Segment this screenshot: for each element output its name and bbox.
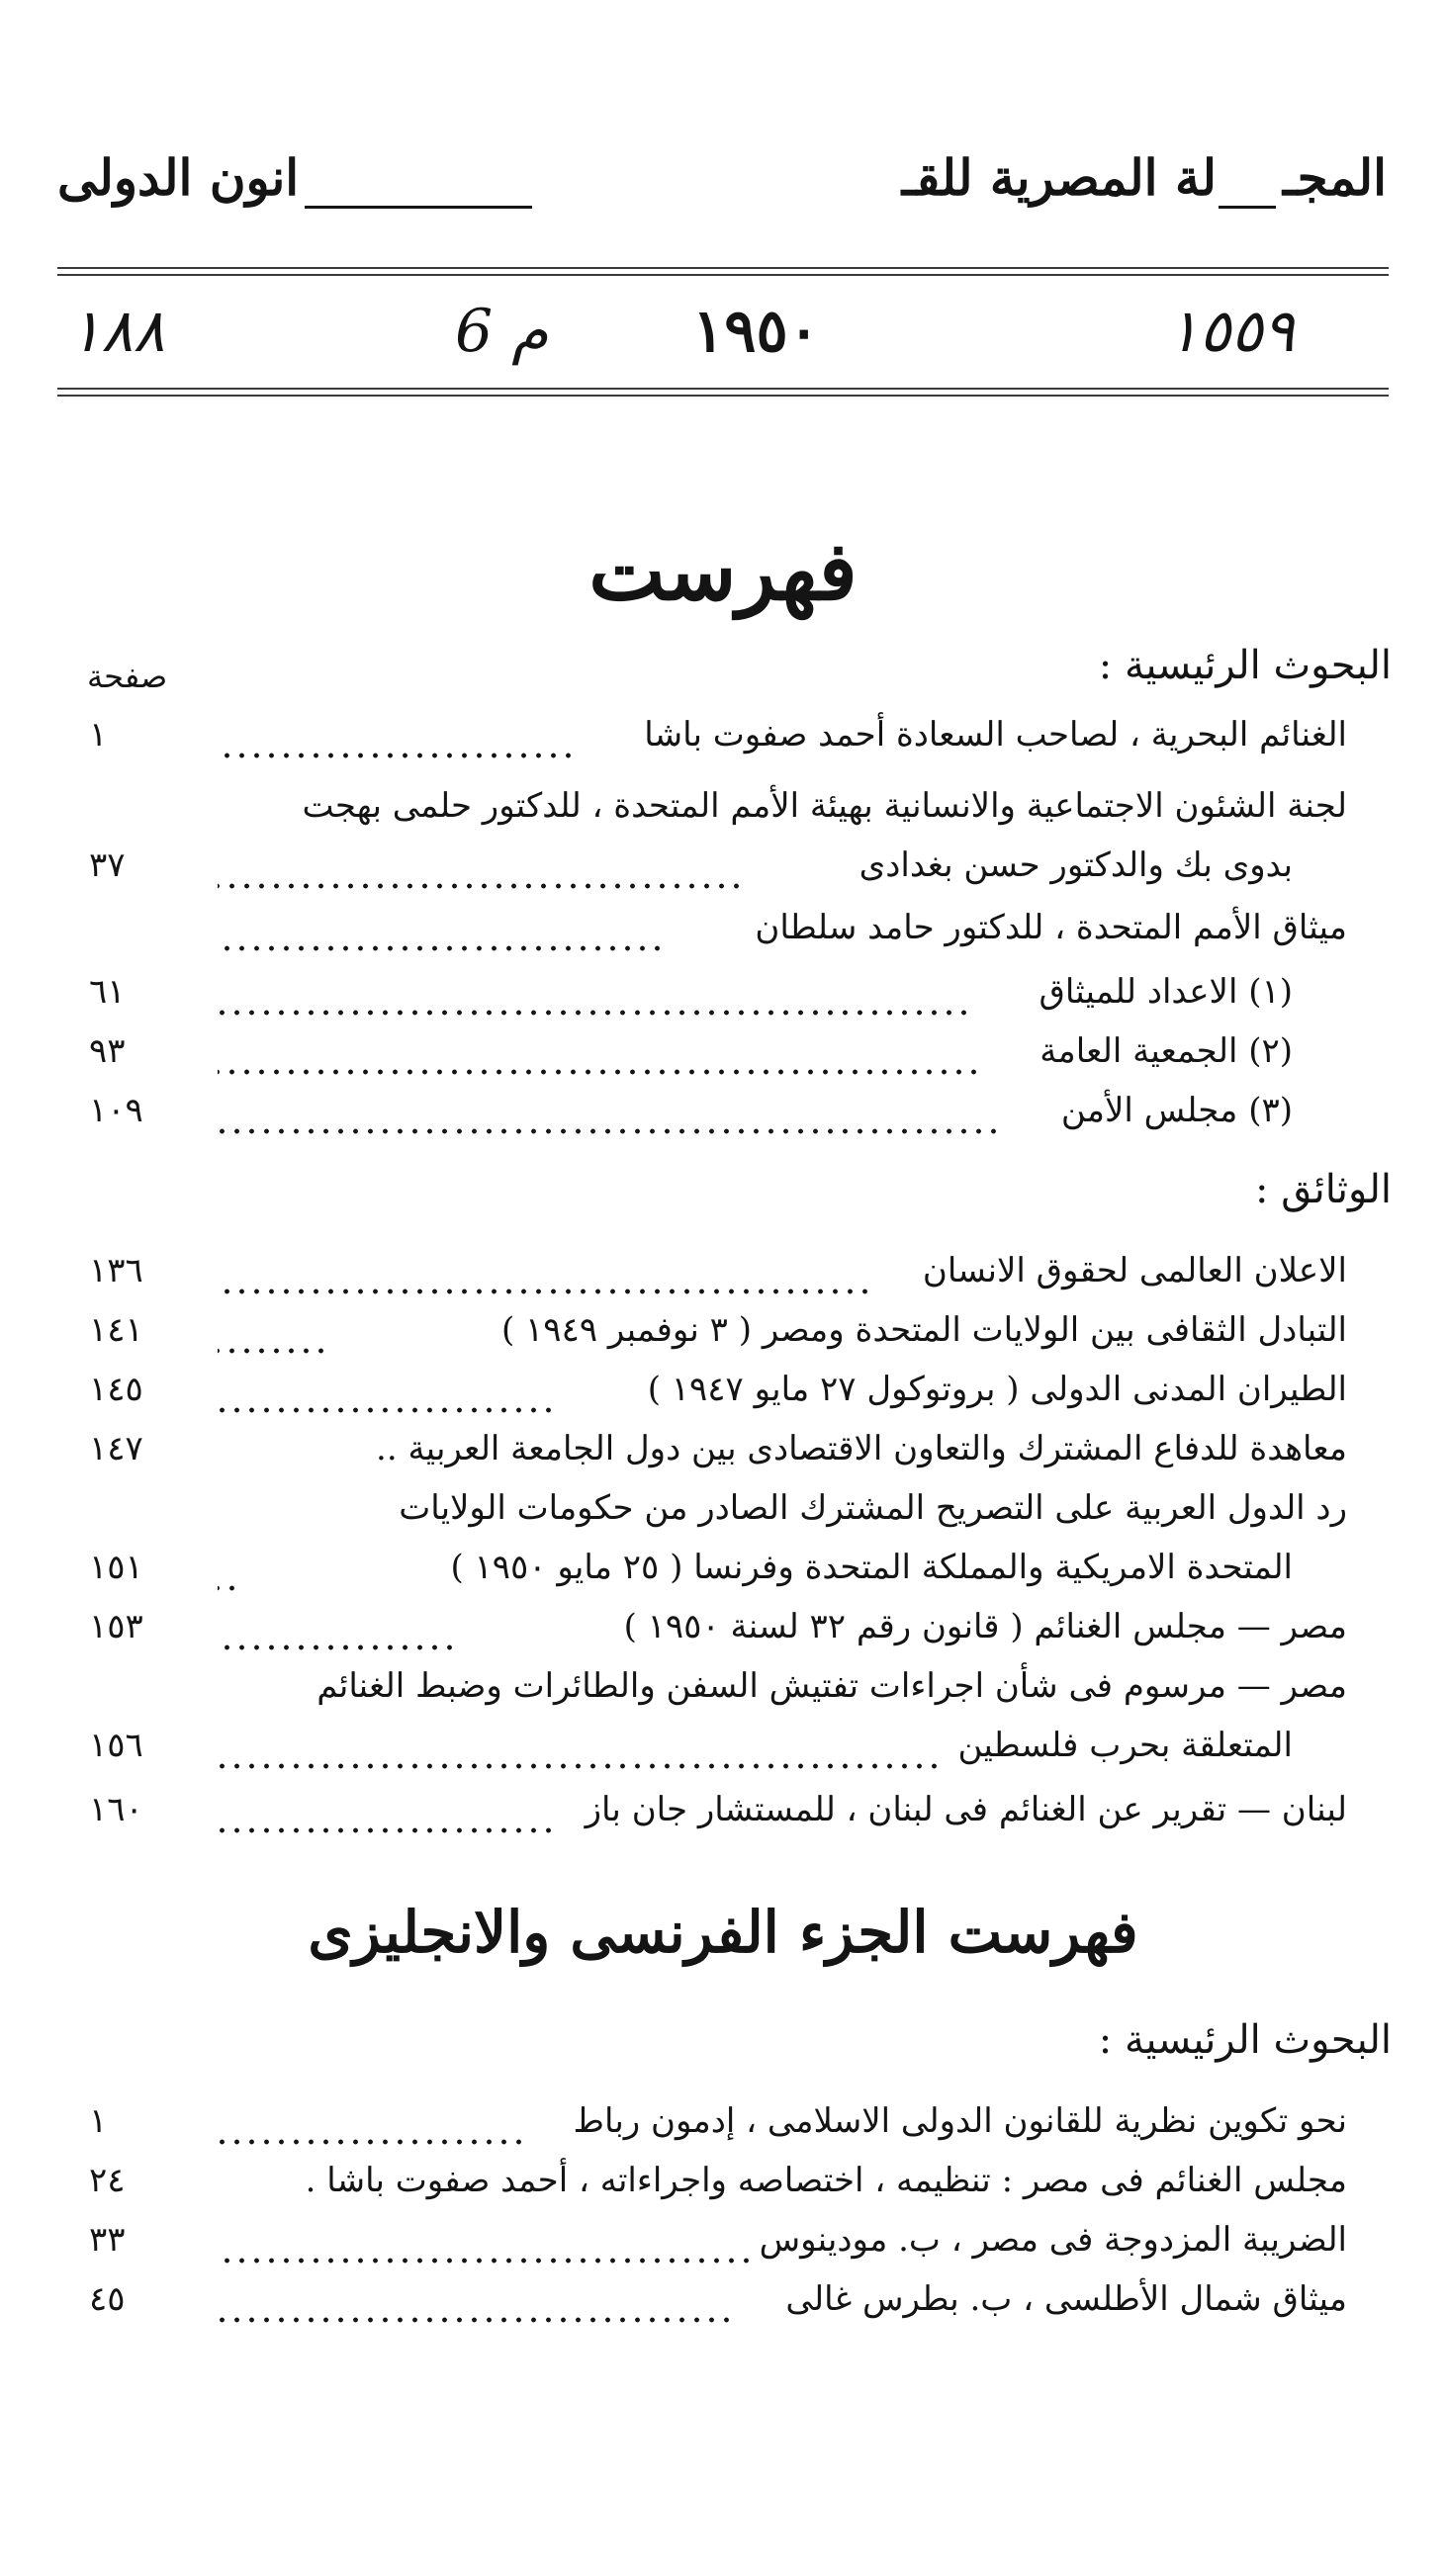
toc-entry <box>0 972 1446 1029</box>
toc-page-number: ٩٣ <box>89 1031 126 1071</box>
toc-entry-text: بدوى بك والدكتور حسن بغدادى <box>859 845 1293 885</box>
leader-dots <box>218 945 665 951</box>
toc-page-number: ١٣٦ <box>89 1251 143 1290</box>
toc-entry <box>0 2220 1446 2277</box>
toc-entry <box>0 908 1446 965</box>
leader-dots <box>218 883 744 889</box>
toc-page-number: ٦١ <box>89 972 126 1012</box>
header-rule-bottom <box>57 388 1389 390</box>
toc-entry-text: (١) الاعداد للميثاق <box>1039 972 1293 1012</box>
toc-page-number: ٢٤ <box>89 2161 126 2200</box>
toc-entry <box>0 1666 1446 1724</box>
leader-dots <box>218 1128 1001 1134</box>
journal-title-part-2: لة المصرية للقـ <box>901 148 1217 207</box>
toc-entry <box>0 1031 1446 1089</box>
toc-entry-text: الضريبة المزدوجة فى مصر ، ب. مودينوس <box>759 2220 1347 2260</box>
journal-running-head <box>57 148 1387 218</box>
toc-entry <box>0 2161 1446 2218</box>
header-rule-top <box>57 267 1389 269</box>
toc-entry <box>0 786 1446 844</box>
toc-entry-text: المتحدة الامريكية والمملكة المتحدة وفرنسا ( ٢٥ مايو ١٩٥٠ ) <box>450 1548 1293 1587</box>
toc-entry <box>0 715 1446 772</box>
toc-entry <box>0 1251 1446 1308</box>
toc-entry-text: الطيران المدنى الدولى ( بروتوكول ٢٧ مايو ١٩٤٧ ) <box>647 1370 1347 1409</box>
toc-entry-text: لجنة الشئون الاجتماعية والانسانية بهيئة الأمم المتحدة ، للدكتور حلمى بهجت <box>302 786 1347 826</box>
leader-dots <box>218 1644 457 1650</box>
toc-entry <box>0 1091 1446 1148</box>
issue-year: ١٩٥٠ <box>692 297 820 366</box>
handwritten-number-right: ١٥٥٩ <box>1167 297 1295 366</box>
toc-entry-text: المتعلقة بحرب فلسطين <box>957 1726 1293 1765</box>
toc-entry-text: الغنائم البحرية ، لصاحب السعادة أحمد صفوت باشا <box>644 715 1347 755</box>
leader-dots <box>218 1407 556 1413</box>
toc-page-number: ١٥٣ <box>89 1607 143 1646</box>
toc-entry-text: مصر — مجلس الغنائم ( قانون رقم ٣٢ لسنة ١٩٥٠ ) <box>623 1607 1347 1646</box>
toc-entry-text: لبنان — تقرير عن الغنائم فى لبنان ، للمستشار جان باز <box>585 1790 1347 1829</box>
toc-page-number: ١ <box>89 715 108 755</box>
header-rule-top-2 <box>57 274 1389 276</box>
journal-title-part-1: المجـ <box>1283 148 1387 207</box>
toc-entry <box>0 1488 1446 1546</box>
toc-entry-text: معاهدة للدفاع المشترك والتعاون الاقتصادى بين دول الجامعة العربية .. <box>376 1429 1347 1468</box>
kashida-stroke <box>1219 206 1276 209</box>
leader-dots <box>218 2317 734 2323</box>
toc-entry-text: مصر — مرسوم فى شأن اجراءات تفتيش السفن والطائرات وضبط الغنائم <box>316 1666 1347 1706</box>
leader-dots <box>218 1585 239 1591</box>
toc-entry <box>0 1429 1446 1486</box>
leader-dots <box>218 1069 981 1075</box>
second-title: فهرست الجزء الفرنسى والانجليزى <box>308 1899 1138 1966</box>
leader-dots <box>218 1763 942 1769</box>
kashida-stroke <box>305 206 532 209</box>
toc-entry <box>0 2279 1446 2337</box>
toc-entry <box>0 2101 1446 2159</box>
toc-page-number: ١٠٩ <box>89 1091 143 1130</box>
header-rule-bottom-2 <box>57 395 1389 397</box>
toc-entry-text: نحو تكوين نظرية للقانون الدولى الاسلامى ، إدمون رباط <box>573 2101 1347 2141</box>
toc-entry-text: التبادل الثقافى بين الولايات المتحدة ومصر ( ٣ نوفمبر ١٩٤٩ ) <box>500 1310 1347 1350</box>
page-column-label: صفحة <box>87 658 168 695</box>
toc-entry-text: مجلس الغنائم فى مصر : تنظيمه ، اختصاصه واجراءاته ، أحمد صفوت باشا . <box>305 2161 1347 2200</box>
toc-entry <box>0 1607 1446 1664</box>
section-heading-main-research: البحوث الرئيسية : <box>1098 643 1392 688</box>
leader-dots <box>218 1010 971 1016</box>
toc-page-number: ٣٧ <box>89 845 126 885</box>
toc-page-number: ١٦٠ <box>89 1790 143 1829</box>
toc-page-number: ٤٥ <box>89 2279 126 2319</box>
toc-entry <box>0 845 1446 903</box>
toc-entry-text: (٣) مجلس الأمن <box>1060 1091 1293 1130</box>
page-title: فهرست <box>588 524 858 619</box>
handwritten-issue-line <box>59 297 1387 376</box>
toc-page-number: ١٥١ <box>89 1548 143 1587</box>
toc-entry-text: ميثاق الأمم المتحدة ، للدكتور حامد سلطان <box>755 908 1347 947</box>
section-heading-foreign-research: البحوث الرئيسية : <box>1098 2017 1392 2063</box>
handwritten-month: م 6 <box>455 297 549 366</box>
leader-dots <box>218 2139 526 2145</box>
toc-entry <box>0 1726 1446 1783</box>
toc-entry-text: (٢) الجمعية العامة <box>1039 1031 1293 1071</box>
toc-page-number: ١٤١ <box>89 1310 143 1350</box>
handwritten-number-left: ١٨٨ <box>69 297 165 366</box>
toc-page-number: ١ <box>89 2101 108 2141</box>
leader-dots <box>218 1827 556 1833</box>
leader-dots <box>218 2258 754 2264</box>
toc-page-number: ٣٣ <box>89 2220 126 2260</box>
toc-entry <box>0 1790 1446 1847</box>
toc-page-number: ١٥٦ <box>89 1726 143 1765</box>
toc-entry <box>0 1548 1446 1605</box>
toc-entry-text: الاعلان العالمى لحقوق الانسان <box>922 1251 1347 1290</box>
toc-entry-text: ميثاق شمال الأطلسى ، ب. بطرس غالى <box>785 2279 1347 2319</box>
section-heading-documents: الوثائق : <box>1255 1167 1392 1212</box>
toc-entry <box>0 1370 1446 1427</box>
toc-page-number: ١٤٧ <box>89 1429 143 1468</box>
leader-dots <box>218 753 576 758</box>
leader-dots <box>218 1288 872 1294</box>
leader-dots <box>218 1348 328 1354</box>
toc-entry <box>0 1310 1446 1368</box>
toc-page-number: ١٤٥ <box>89 1370 143 1409</box>
toc-entry-text: رد الدول العربية على التصريح المشترك الصادر من حكومات الولايات <box>399 1488 1347 1528</box>
journal-title-part-3: انون الدولى <box>57 148 300 207</box>
